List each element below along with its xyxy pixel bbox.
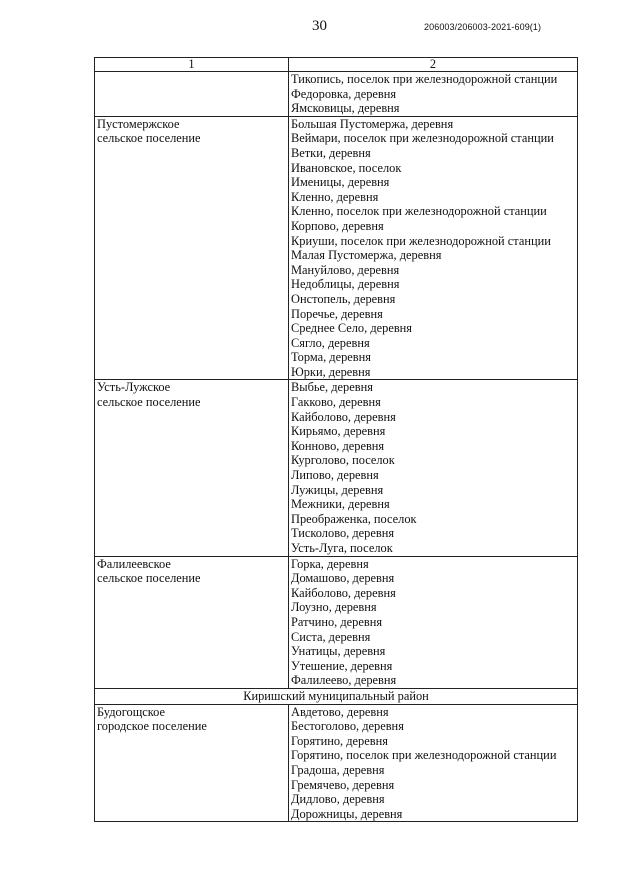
list-item: Бестоголово, деревня <box>291 719 404 734</box>
list-item: Федоровка, деревня <box>291 86 397 101</box>
list-item: Сягло, деревня <box>291 335 370 350</box>
list-item: Большая Пустомержа, деревня <box>291 116 454 131</box>
list-item: Ивановское, поселок <box>291 160 402 175</box>
list-item: Утешение, деревня <box>291 658 393 673</box>
list-item: Среднее Село, деревня <box>291 321 412 336</box>
list-item: Домашово, деревня <box>291 571 395 586</box>
list-item: Лужицы, деревня <box>291 482 384 497</box>
list-item: Дорожницы, деревня <box>291 806 403 821</box>
list-item: Унатицы, деревня <box>291 644 386 659</box>
list-item: Кайболово, деревня <box>291 585 396 600</box>
list-item: Кленно, поселок при железнодорожной станции <box>291 204 547 219</box>
list-item: Ветки, деревня <box>291 145 371 160</box>
settlement-name: Фалилеевское сельское поселение <box>95 556 289 688</box>
list-item: Усть-Луга, поселок <box>291 541 393 555</box>
settlements-table <box>94 57 578 822</box>
district-row <box>95 688 578 704</box>
list-item: Мануйлово, деревня <box>291 262 400 277</box>
list-item: Систа, деревня <box>291 629 371 644</box>
list-item: Выбье, деревня <box>291 380 373 395</box>
list-item: Тикопись, поселок при железнодорожной станции <box>291 72 558 86</box>
list-item: Тисколово, деревня <box>291 526 395 541</box>
column-header-1: 1 <box>95 58 289 72</box>
list-item: Недоблицы, деревня <box>291 277 400 292</box>
list-item: Курголово, поселок <box>291 453 395 468</box>
table-row <box>95 116 578 380</box>
list-item: Малая Пустомержа, деревня <box>291 248 442 263</box>
settlement-name: Пустомержское сельское поселение <box>95 116 289 380</box>
localities-cell <box>289 72 578 117</box>
list-item: Веймари, поселок при железнодорожной станции <box>291 131 554 146</box>
district-name: Киришский муниципальный район <box>95 688 578 704</box>
list-item: Поречье, деревня <box>291 306 383 321</box>
table-row <box>95 72 578 117</box>
list-item: Дидлово, деревня <box>291 792 385 807</box>
column-header-2: 2 <box>289 58 578 72</box>
list-item: Фалилеево, деревня <box>291 673 397 688</box>
table-header-row <box>95 58 578 72</box>
localities-cell <box>289 116 578 380</box>
list-item: Ратчино, деревня <box>291 614 383 629</box>
list-item: Липово, деревня <box>291 468 379 483</box>
settlement-name: Усть-Лужское сельское поселение <box>95 380 289 556</box>
list-item: Преображенка, поселок <box>291 511 417 526</box>
localities-cell <box>289 380 578 556</box>
list-item: Авдетово, деревня <box>291 704 389 719</box>
list-item: Кирьямо, деревня <box>291 424 386 439</box>
list-item: Гремячево, деревня <box>291 777 395 792</box>
list-item: Гакково, деревня <box>291 395 381 410</box>
list-item: Конново, деревня <box>291 438 385 453</box>
list-item: Именицы, деревня <box>291 175 390 190</box>
list-item: Градоша, деревня <box>291 762 385 777</box>
table-body <box>95 72 578 822</box>
list-item: Горка, деревня <box>291 556 369 571</box>
table-row <box>95 556 578 688</box>
localities-cell <box>289 556 578 688</box>
list-item: Горятино, деревня <box>291 733 388 748</box>
list-item: Ямсковицы, деревня <box>291 101 400 116</box>
table-row <box>95 704 578 822</box>
localities-cell <box>289 704 578 822</box>
list-item: Лоузно, деревня <box>291 600 377 615</box>
list-item: Межники, деревня <box>291 497 390 512</box>
list-item: Криуши, поселок при железнодорожной станции <box>291 233 551 248</box>
table-row <box>95 380 578 556</box>
list-item: Торма, деревня <box>291 350 371 365</box>
page-number: 30 <box>312 18 327 34</box>
list-item: Горятино, поселок при железнодорожной станции <box>291 748 557 763</box>
settlement-name: Будогощское городское поселение <box>95 704 289 822</box>
list-item: Корпово, деревня <box>291 218 384 233</box>
document-code: 206003/206003-2021-609(1) <box>424 22 542 32</box>
list-item: Кайболово, деревня <box>291 409 396 424</box>
list-item: Кленно, деревня <box>291 189 379 204</box>
settlement-name <box>95 72 289 117</box>
list-item: Онстопель, деревня <box>291 291 396 306</box>
list-item: Юрки, деревня <box>291 364 371 379</box>
